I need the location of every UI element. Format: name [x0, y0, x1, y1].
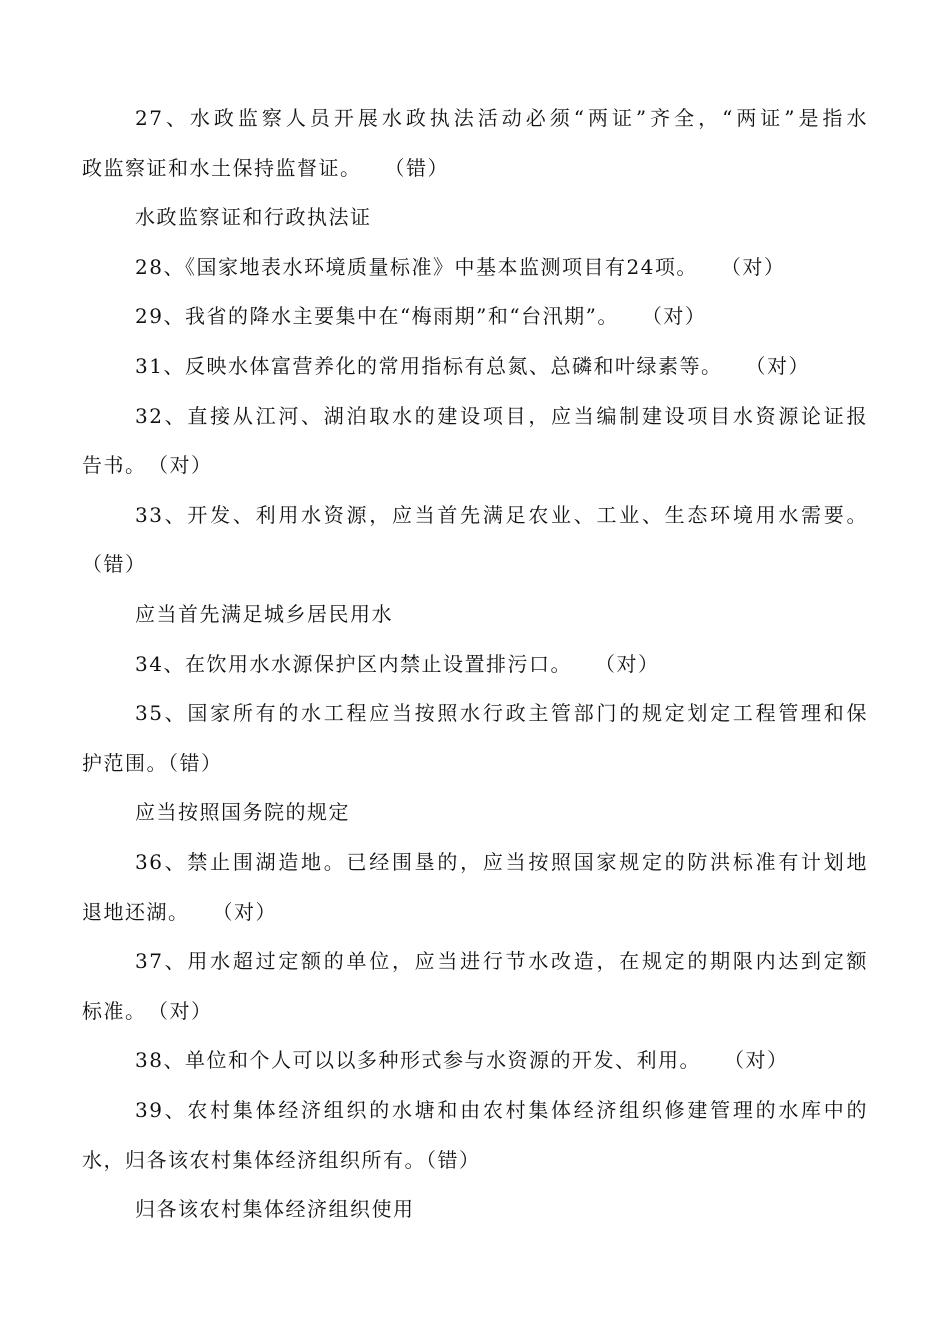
paragraph-continuation-line: 护范围。（错） — [82, 751, 223, 775]
paragraph-line: 39、农村集体经济组织的水塘和由农村集体经济组织修建管理的水库中的 — [135, 1098, 868, 1122]
paragraph-line: 应当首先满足城乡居民用水 — [135, 602, 393, 626]
paragraph-line: 归各该农村集体经济组织使用 — [135, 1197, 415, 1221]
paragraph-line: 29、我省的降水主要集中在“梅雨期”和“台汛期”。 （对） — [135, 304, 707, 328]
paragraph-line: 34、在饮用水水源保护区内禁止设置排污口。 （对） — [135, 652, 660, 676]
paragraph-line: 38、单位和个人可以以多种形式参与水资源的开发、利用。 （对） — [135, 1048, 789, 1072]
paragraph-line: 应当按照国务院的规定 — [135, 800, 350, 824]
paragraph-continuation-line: 水，归各该农村集体经济组织所有。（错） — [82, 1148, 481, 1172]
paragraph-line: 水政监察证和行政执法证 — [135, 205, 372, 229]
paragraph-continuation-line: 退地还湖。 （对） — [82, 900, 277, 924]
paragraph-line: 27、水政监察人员开展水政执法活动必须“两证”齐全，“两证”是指水 — [135, 106, 868, 130]
paragraph-continuation-line: 政监察证和水土保持监督证。 （错） — [82, 156, 449, 180]
paragraph-line: 37、用水超过定额的单位，应当进行节水改造，在规定的期限内达到定额 — [135, 949, 868, 973]
paragraph-line: 33、开发、利用水资源，应当首先满足农业、工业、生态环境用水需要。 — [135, 503, 868, 527]
paragraph-continuation-line: 告书。 （对） — [82, 453, 213, 477]
paragraph-continuation-line: （错） — [82, 552, 147, 576]
paragraph-line: 35、国家所有的水工程应当按照水行政主管部门的规定划定工程管理和保 — [135, 701, 868, 725]
paragraph-line: 36、禁止围湖造地。已经围垦的，应当按照国家规定的防洪标准有计划地 — [135, 850, 868, 874]
paragraph-line: 31、反映水体富营养化的常用指标有总氮、总磷和叶绿素等。 （对） — [135, 354, 810, 378]
paragraph-line: 32、直接从江河、湖泊取水的建设项目，应当编制建设项目水资源论证报 — [135, 404, 868, 428]
paragraph-continuation-line: 标准。 （对） — [82, 999, 213, 1023]
paragraph-line: 28、《国家地表水环境质量标准》中基本监测项目有24项。 （对） — [135, 255, 786, 279]
